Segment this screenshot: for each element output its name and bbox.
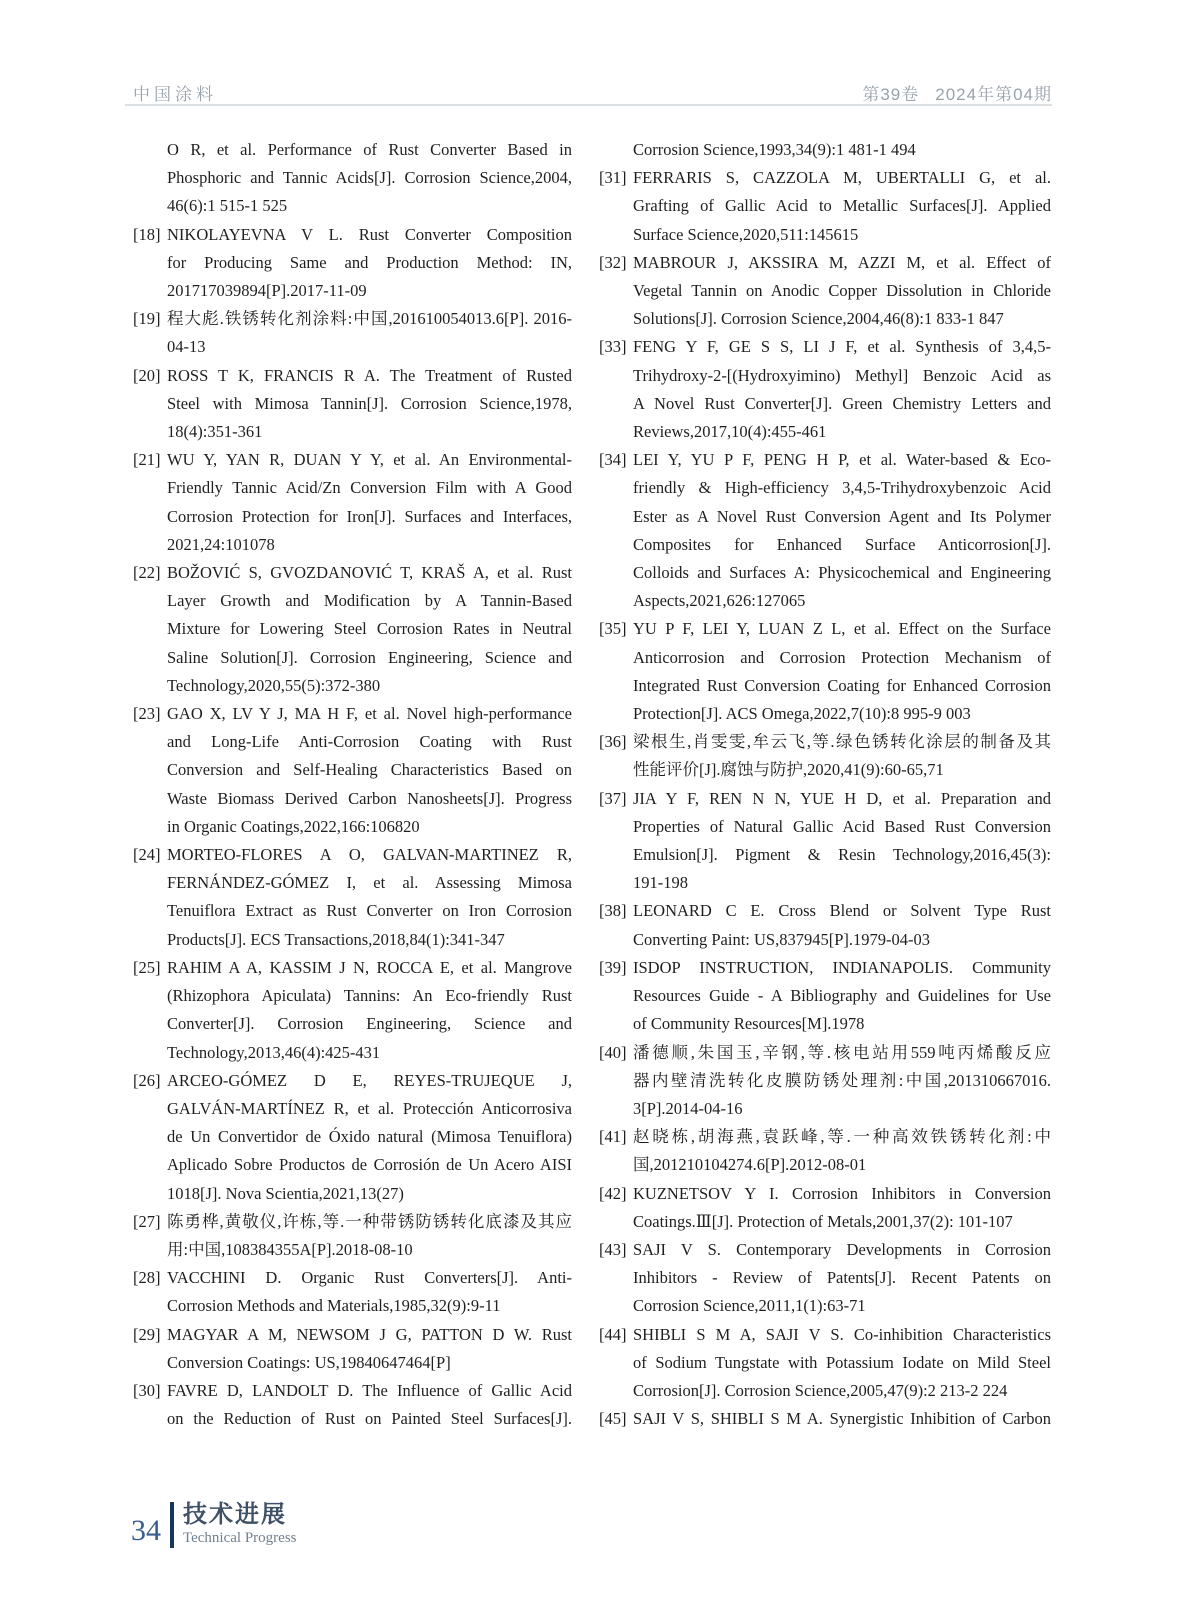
reference-line: and Long-Life Anti-Corrosion Coating with Rust — [167, 732, 572, 752]
reference-number: [36] — [599, 732, 627, 752]
reference-line: Phosphoric and Tannic Acids[J]. Corrosion Science,2004, — [167, 168, 572, 188]
reference-item — [599, 1039, 1051, 1124]
reference-number: [43] — [599, 1239, 627, 1259]
reference-line: de Un Convertidor de Óxido natural (Mimosa Tenuiflora) — [167, 1127, 572, 1147]
reference-line: Properties of Natural Gallic Acid Based Rust Conversion — [633, 816, 1051, 836]
reference-line: 04-13 — [167, 337, 206, 357]
reference-item — [599, 728, 1051, 784]
reference-line: Mixture for Lowering Steel Corrosion Rates in Neutral — [167, 619, 572, 639]
reference-item — [133, 136, 572, 221]
journal-name: 中国涂料 — [133, 85, 217, 104]
reference-line: 梁根生,肖雯雯,牟云飞,等.绿色锈转化涂层的制备及其 — [633, 732, 1051, 752]
reference-line: RAHIM A A, KASSIM J N, ROCCA E, et al. Mangrove — [167, 957, 572, 977]
issue-label: 2024年第04期 — [935, 85, 1052, 104]
reference-number: [31] — [599, 168, 627, 188]
reference-line: A Novel Rust Converter[J]. Green Chemistry Letters and — [633, 393, 1051, 413]
reference-number: [32] — [599, 252, 627, 272]
reference-number: [35] — [599, 619, 627, 639]
section-titles — [183, 1502, 297, 1548]
reference-number: [40] — [599, 1042, 627, 1062]
reference-number: [38] — [599, 901, 627, 921]
reference-line: 18(4):351-361 — [167, 422, 263, 442]
reference-item — [133, 841, 572, 954]
reference-list — [133, 136, 1051, 1433]
reference-number: [34] — [599, 450, 627, 470]
reference-line: KUZNETSOV Y I. Corrosion Inhibitors in Conversion — [633, 1183, 1051, 1203]
reference-line: Steel with Mimosa Tannin[J]. Corrosion Science,1978, — [167, 393, 572, 413]
reference-line: NIKOLAYEVNA V L. Rust Converter Composition — [167, 224, 572, 244]
reference-line: 国,201210104274.6[P].2012-08-01 — [633, 1155, 867, 1175]
reference-line: Technology,2013,46(4):425-431 — [167, 1042, 381, 1062]
reference-line: Coatings.Ⅲ[J]. Protection of Metals,2001,37(2): 101-107 — [633, 1211, 1013, 1231]
reference-number: [45] — [599, 1409, 627, 1429]
reference-number: [44] — [599, 1324, 627, 1344]
reference-line: GALVÁN-MARTÍNEZ R, et al. Protección Anticorrosiva — [167, 1098, 572, 1118]
reference-line: Products[J]. ECS Transactions,2018,84(1):341-347 — [167, 929, 505, 949]
reference-line: MORTEO-FLORES A O, GALVAN-MARTINEZ R, — [167, 845, 572, 865]
reference-number: [23] — [133, 704, 161, 724]
reference-line: Integrated Rust Conversion Coating for Enhanced Corrosion — [633, 675, 1051, 695]
reference-line: Tenuiflora Extract as Rust Converter on Iron Corrosion — [167, 901, 572, 921]
reference-line: Surface Science,2020,511:145615 — [633, 224, 859, 244]
section-title-cn: 技术进展 — [183, 1501, 287, 1528]
reference-item — [133, 362, 572, 447]
reference-item — [133, 954, 572, 1067]
reference-number: [39] — [599, 957, 627, 977]
reference-number: [21] — [133, 450, 161, 470]
reference-line: Corrosion Science,2011,1(1):63-71 — [633, 1296, 866, 1316]
page-header — [133, 80, 1052, 105]
reference-line: ARCEO-GÓMEZ D E, REYES-TRUJEQUE J, — [167, 1070, 572, 1090]
reference-line: Waste Biomass Derived Carbon Nanosheets[J]. Progress — [167, 788, 572, 808]
reference-item — [133, 1321, 572, 1377]
reference-line: Solutions[J]. Corrosion Science,2004,46(8):1 833-1 847 — [633, 309, 1004, 329]
reference-line: LEI Y, YU P F, PENG H P, et al. Water-based & Eco- — [633, 450, 1051, 470]
reference-item — [599, 897, 1051, 953]
references-left-column — [133, 136, 572, 1433]
reference-item — [599, 1180, 1051, 1236]
reference-line: LEONARD C E. Cross Blend or Solvent Type Rust — [633, 901, 1051, 921]
reference-line: GAO X, LV Y J, MA H F, et al. Novel high-performance — [167, 704, 572, 724]
reference-item — [133, 1208, 572, 1264]
reference-line: Corrosion Methods and Materials,1985,32(9):9-11 — [167, 1296, 501, 1316]
references-right-column — [599, 136, 1051, 1433]
reference-number: [29] — [133, 1324, 161, 1344]
reference-number: [24] — [133, 845, 161, 865]
page-number: 34 — [131, 1514, 161, 1547]
reference-line: Layer Growth and Modification by A Tannin-Based — [167, 591, 572, 611]
reference-item — [599, 785, 1051, 898]
reference-line: Aplicado Sobre Productos de Corrosión de Un Acero AISI — [167, 1155, 572, 1175]
reference-line: SAJI V S, SHIBLI S M A. Synergistic Inhibition of Carbon — [633, 1409, 1051, 1429]
reference-item — [133, 1264, 572, 1320]
reference-line: (Rhizophora Apiculata) Tannins: An Eco-friendly Rust — [167, 986, 572, 1006]
reference-line: 性能评价[J].腐蚀与防护,2020,41(9):60-65,71 — [633, 760, 944, 780]
reference-item — [133, 446, 572, 559]
reference-line: FAVRE D, LANDOLT D. The Influence of Gallic Acid — [167, 1380, 572, 1400]
reference-line: 191-198 — [633, 873, 688, 893]
reference-line: 程大彪.铁锈转化剂涂料:中国,201610054013.6[P]. 2016- — [167, 309, 572, 329]
reference-line: BOŽOVIĆ S, GVOZDANOVIĆ T, KRAŠ A, et al. Rust — [167, 563, 572, 583]
reference-line: 2021,24:101078 — [167, 534, 275, 554]
reference-line: JIA Y F, REN N N, YUE H D, et al. Preparation and — [633, 788, 1051, 808]
reference-line: Converter[J]. Corrosion Engineering, Science and — [167, 1014, 572, 1034]
reference-item — [133, 700, 572, 841]
reference-line: Conversion and Self-Healing Characteristics Based on — [167, 760, 572, 780]
reference-line: WU Y, YAN R, DUAN Y Y, et al. An Environmental- — [167, 450, 572, 470]
reference-line: Technology,2020,55(5):372-380 — [167, 675, 381, 695]
reference-line: Conversion Coatings: US,19840647464[P] — [167, 1352, 451, 1372]
reference-number: [18] — [133, 224, 161, 244]
reference-line: FERRARIS S, CAZZOLA M, UBERTALLI G, et al. — [633, 168, 1051, 188]
volume-label: 第39卷 — [862, 85, 920, 104]
reference-line: on the Reduction of Rust on Painted Steel Surfaces[J]. — [167, 1409, 572, 1429]
reference-line: 1018[J]. Nova Scientia,2021,13(27) — [167, 1183, 404, 1203]
reference-item — [599, 446, 1051, 615]
reference-line: 赵晓栋,胡海燕,袁跃峰,等.一种高效铁锈转化剂:中 — [633, 1127, 1051, 1147]
reference-line: Aspects,2021,626:127065 — [633, 591, 806, 611]
reference-number: [30] — [133, 1380, 161, 1400]
reference-line: Anticorrosion and Corrosion Protection Mechanism of — [633, 647, 1051, 667]
reference-line: 3[P].2014-04-16 — [633, 1098, 743, 1118]
reference-line: 潘德顺,朱国玉,辛钢,等.核电站用559吨丙烯酸反应 — [633, 1042, 1051, 1062]
reference-line: Composites for Enhanced Surface Anticorrosion[J]. — [633, 534, 1051, 554]
reference-item — [133, 1067, 572, 1208]
reference-line: SAJI V S. Contemporary Developments in Corrosion — [633, 1239, 1051, 1259]
reference-line: Resources Guide - A Bibliography and Guidelines for Use — [633, 986, 1051, 1006]
issue-info — [862, 80, 1052, 105]
section-title-en: Technical Progress — [183, 1530, 297, 1546]
reference-item — [133, 1377, 572, 1433]
reference-line: in Organic Coatings,2022,166:106820 — [167, 816, 420, 836]
reference-line: VACCHINI D. Organic Rust Converters[J]. Anti- — [167, 1268, 572, 1288]
reference-line: 器内壁清洗转化皮膜防锈处理剂:中国,201310667016. — [633, 1070, 1051, 1090]
reference-number: [41] — [599, 1127, 627, 1147]
reference-item — [599, 954, 1051, 1039]
reference-item — [599, 136, 1051, 164]
reference-item — [599, 1236, 1051, 1321]
reference-line: Saline Solution[J]. Corrosion Engineering, Science and — [167, 647, 572, 667]
reference-line: Friendly Tannic Acid/Zn Conversion Film with A Good — [167, 478, 572, 498]
reference-line: Corrosion Protection for Iron[J]. Surfaces and Interfaces, — [167, 506, 572, 526]
reference-line: Corrosion[J]. Corrosion Science,2005,47(9):2 213-2 224 — [633, 1380, 1008, 1400]
reference-line: Emulsion[J]. Pigment & Resin Technology,2016,45(3): — [633, 845, 1051, 865]
reference-item — [599, 615, 1051, 728]
reference-line: 陈勇桦,黄敬仪,许栋,等.一种带锈防锈转化底漆及其应 — [167, 1211, 572, 1231]
reference-line: of Community Resources[M].1978 — [633, 1014, 865, 1034]
reference-number: [25] — [133, 957, 161, 977]
reference-line: YU P F, LEI Y, LUAN Z L, et al. Effect on the Surface — [633, 619, 1051, 639]
reference-line: FENG Y F, GE S S, LI J F, et al. Synthesis of 3,4,5- — [633, 337, 1051, 357]
reference-item — [599, 1405, 1051, 1433]
page-footer — [131, 1502, 297, 1548]
reference-line: MABROUR J, AKSSIRA M, AZZI M, et al. Effect of — [633, 252, 1051, 272]
reference-number: [20] — [133, 365, 161, 385]
reference-item — [599, 249, 1051, 334]
reference-item — [599, 164, 1051, 249]
reference-line: ISDOP INSTRUCTION, INDIANAPOLIS. Community — [633, 957, 1051, 977]
reference-line: SHIBLI S M A, SAJI V S. Co-inhibition Characteristics — [633, 1324, 1051, 1344]
reference-number: [26] — [133, 1070, 161, 1090]
reference-line: 46(6):1 515-1 525 — [167, 196, 288, 216]
reference-line: Trihydroxy-2-[(Hydroxyimino) Methyl] Benzoic Acid as — [633, 365, 1051, 385]
footer-divider-bar — [170, 1502, 174, 1548]
reference-line: FERNÁNDEZ-GÓMEZ I, et al. Assessing Mimosa — [167, 873, 572, 893]
reference-item — [599, 1123, 1051, 1179]
reference-line: O R, et al. Performance of Rust Converter Based in — [167, 140, 572, 159]
reference-item — [599, 333, 1051, 446]
header-divider — [125, 104, 1052, 106]
reference-item — [133, 221, 572, 306]
reference-line: of Sodium Tungstate with Potassium Iodate on Mild Steel — [633, 1352, 1051, 1372]
reference-line: Corrosion Science,1993,34(9):1 481-1 494 — [633, 140, 916, 159]
reference-number: [33] — [599, 337, 627, 357]
reference-number: [22] — [133, 563, 161, 583]
reference-number: [37] — [599, 788, 627, 808]
reference-item — [133, 305, 572, 361]
reference-item — [599, 1321, 1051, 1406]
reference-line: Colloids and Surfaces A: Physicochemical and Engineering — [633, 563, 1051, 583]
reference-line: Inhibitors - Review of Patents[J]. Recent Patents on — [633, 1268, 1051, 1288]
reference-line: MAGYAR A M, NEWSOM J G, PATTON D W. Rust — [167, 1324, 572, 1344]
reference-line: for Producing Same and Production Method: IN, — [167, 252, 572, 272]
reference-line: friendly & High-efficiency 3,4,5-Trihydroxybenzoic Acid — [633, 478, 1051, 498]
reference-number: [28] — [133, 1268, 161, 1288]
reference-number: [19] — [133, 309, 161, 329]
reference-number: [27] — [133, 1211, 161, 1231]
reference-line: Protection[J]. ACS Omega,2022,7(10):8 995-9 003 — [633, 704, 971, 724]
reference-line: Grafting of Gallic Acid to Metallic Surfaces[J]. Applied — [633, 196, 1051, 216]
reference-line: 用:中国,108384355A[P].2018-08-10 — [167, 1239, 413, 1259]
reference-line: Reviews,2017,10(4):455-461 — [633, 422, 827, 442]
reference-line: ROSS T K, FRANCIS R A. The Treatment of Rusted — [167, 365, 572, 385]
reference-line: Ester as A Novel Rust Conversion Agent and Its Polymer — [633, 506, 1051, 526]
reference-line: 201717039894[P].2017-11-09 — [167, 281, 367, 301]
reference-item — [133, 559, 572, 700]
reference-number: [42] — [599, 1183, 627, 1203]
reference-line: Vegetal Tannin on Anodic Copper Dissolution in Chloride — [633, 281, 1051, 301]
reference-line: Converting Paint: US,837945[P].1979-04-03 — [633, 929, 930, 949]
